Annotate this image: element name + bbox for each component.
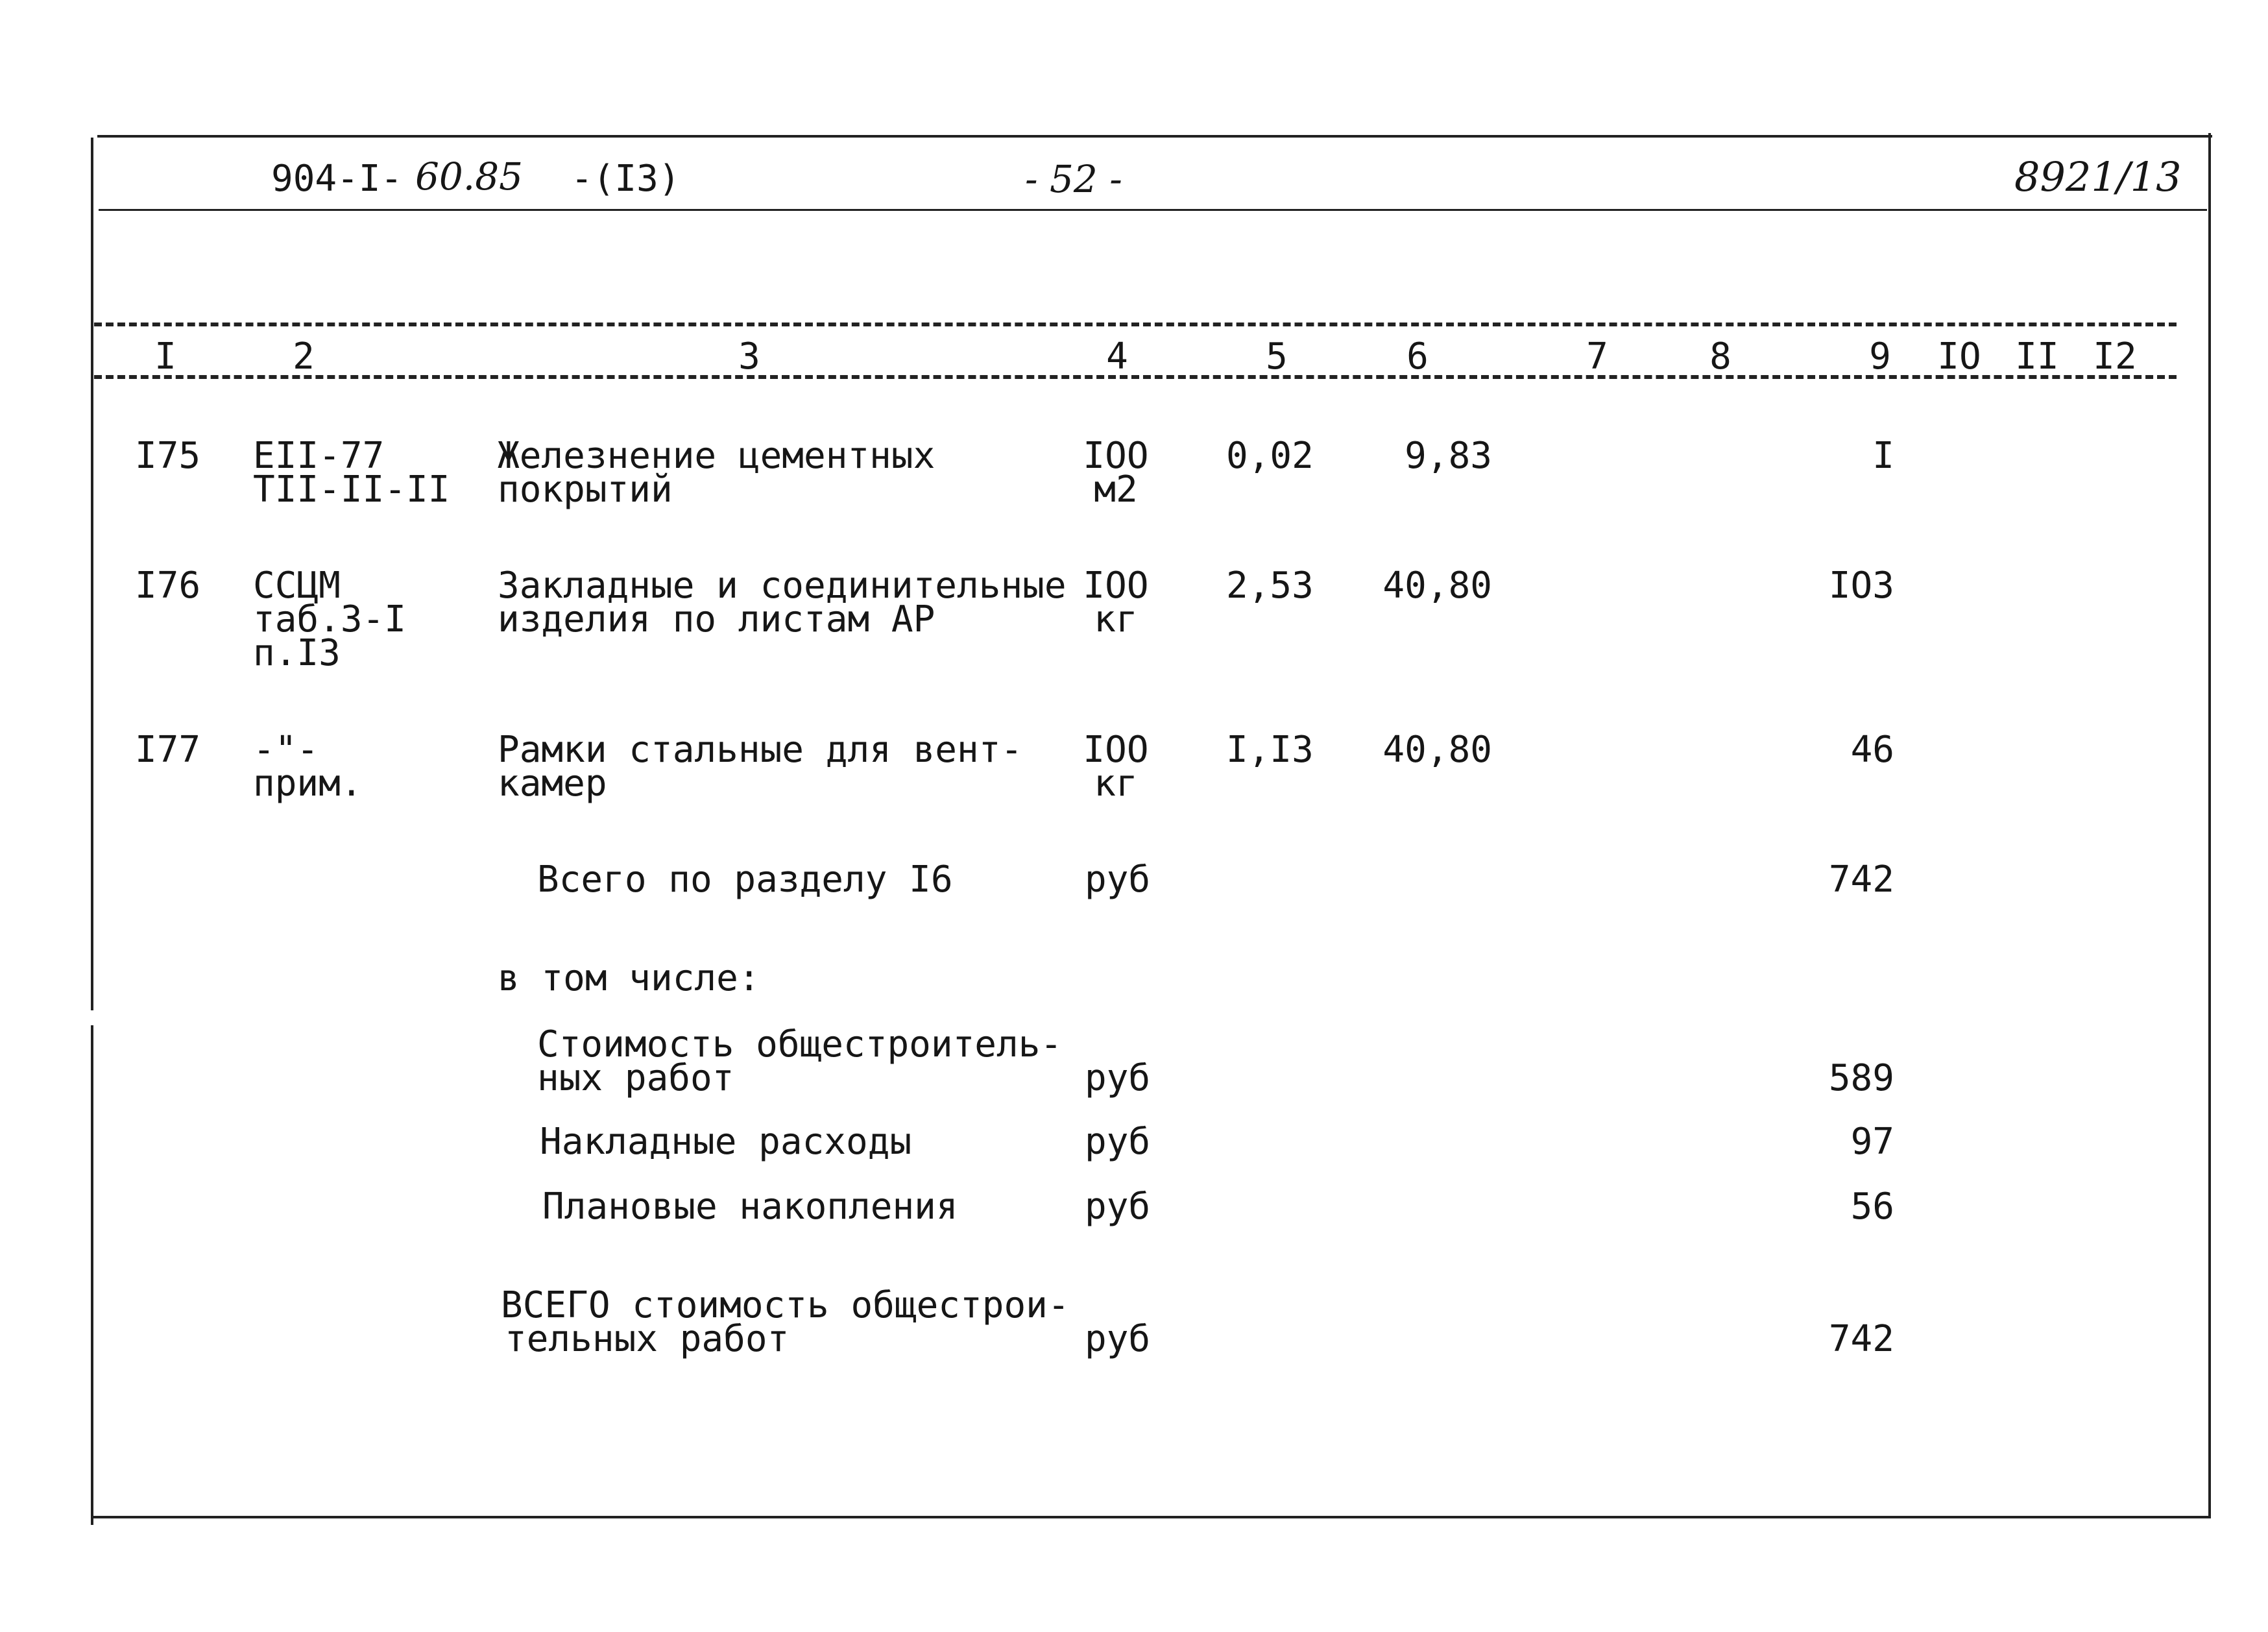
row-code-line: ССЦМ xyxy=(253,565,341,607)
column-number: 6 xyxy=(1406,335,1429,378)
summary-item-label-line: ных работ xyxy=(537,1057,734,1099)
row-code-line: таб.3-I xyxy=(253,598,407,640)
row-code-line: TII-II-II xyxy=(253,469,450,511)
row-code-line: EII-77 xyxy=(253,435,385,477)
column-number: 8 xyxy=(1709,335,1731,378)
doc-code-handwritten: 60.85 xyxy=(415,154,524,199)
row-number: I75 xyxy=(135,435,201,477)
row-total: I xyxy=(1872,435,1894,477)
column-number: IO xyxy=(1937,335,1981,378)
row-quantity: 0,02 xyxy=(1226,435,1314,477)
frame-left-border xyxy=(91,138,93,1010)
row-quantity: I,I3 xyxy=(1226,729,1314,771)
frame-top-border xyxy=(97,135,2212,138)
row-unit-line: м2 xyxy=(1094,469,1138,511)
row-unit-line: кг xyxy=(1094,762,1138,805)
section-total-value: 742 xyxy=(1828,859,1894,901)
row-code-line: -"- xyxy=(253,729,319,771)
column-number: 4 xyxy=(1106,335,1128,378)
grand-total-value: 742 xyxy=(1828,1318,1894,1360)
doc-code-suffix: -(I3) xyxy=(571,158,681,200)
summary-item-unit: руб xyxy=(1085,1186,1151,1228)
grand-total-label-line: тельных работ xyxy=(505,1318,790,1360)
doc-code-prefix: 904-I- xyxy=(271,158,403,200)
row-quantity: 2,53 xyxy=(1226,565,1314,607)
grand-total-unit: руб xyxy=(1085,1318,1151,1360)
column-band-bottom-dash xyxy=(94,375,2177,379)
row-code-line: прим. xyxy=(253,762,363,805)
summary-item-label-line: Стоимость общестроитель- xyxy=(537,1023,1063,1066)
row-description-line: Рамки стальные для вент- xyxy=(498,729,1023,771)
column-number: II xyxy=(2015,335,2059,378)
summary-item-value: 56 xyxy=(1850,1186,1894,1228)
row-number: I76 xyxy=(135,565,201,607)
row-code-line: п.I3 xyxy=(253,632,341,674)
column-number: 2 xyxy=(293,335,315,378)
frame-bottom-border xyxy=(93,1516,2211,1518)
row-description-line: камер xyxy=(498,762,607,805)
page-number: - 52 - xyxy=(1025,157,1122,201)
column-number: 7 xyxy=(1586,335,1608,378)
header-rule xyxy=(99,209,2207,211)
row-unit-price: 9,83 xyxy=(1405,435,1492,477)
summary-item-unit: руб xyxy=(1085,1057,1151,1099)
section-total-unit: руб xyxy=(1085,859,1151,901)
column-number: 3 xyxy=(738,335,760,378)
row-number: I77 xyxy=(135,729,201,771)
row-unit-price: 40,80 xyxy=(1382,565,1492,607)
section-total-label: Всего по разделу I6 xyxy=(537,859,953,901)
row-unit-line: IOO xyxy=(1083,435,1149,477)
summary-item-label-line: Накладные расходы xyxy=(540,1121,912,1163)
column-number: I xyxy=(154,335,176,378)
summary-item-value: 97 xyxy=(1850,1121,1894,1163)
row-description-line: Железнение цементных xyxy=(498,435,935,477)
including-label: в том числе: xyxy=(498,957,760,999)
row-total: IO3 xyxy=(1828,565,1894,607)
summary-item-label-line: Плановые накопления xyxy=(542,1186,958,1228)
row-unit-line: кг xyxy=(1094,598,1138,640)
column-band-top-dash xyxy=(94,323,2177,326)
row-unit-line: IOO xyxy=(1083,729,1149,771)
summary-item-unit: руб xyxy=(1085,1121,1151,1163)
sheet-number-handwritten: 8921/13 xyxy=(2014,153,2182,201)
row-unit-price: 40,80 xyxy=(1382,729,1492,771)
column-number: 5 xyxy=(1266,335,1288,378)
row-description-line: покрытий xyxy=(498,469,673,511)
row-description-line: Закладные и соединительные xyxy=(498,565,1067,607)
row-unit-line: IOO xyxy=(1083,565,1149,607)
frame-right-border xyxy=(2208,133,2211,1516)
summary-item-value: 589 xyxy=(1828,1057,1894,1099)
row-description-line: изделия по листам АР xyxy=(498,598,935,640)
column-number: 9 xyxy=(1869,335,1891,378)
grand-total-label-line: ВСЕГО стоимость общестрои- xyxy=(501,1284,1070,1326)
row-total: 46 xyxy=(1850,729,1894,771)
column-number: I2 xyxy=(2093,335,2137,378)
frame-left-border-lower xyxy=(91,1025,93,1525)
